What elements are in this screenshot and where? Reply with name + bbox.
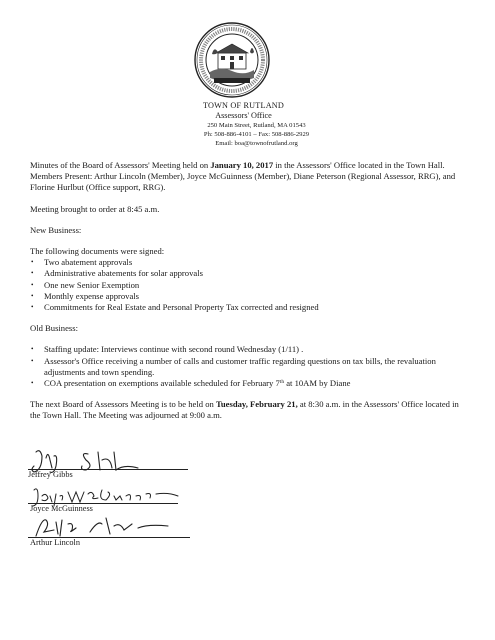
- town-name: TOWN OF RUTLAND: [202, 101, 285, 110]
- list-item: • Commitments for Real Estate and Personal Property Tax corrected and resigned: [31, 302, 319, 313]
- bullet-icon: •: [31, 269, 34, 278]
- list-item: • Two abatement approvals: [31, 257, 133, 268]
- old-business-list: [30, 344, 470, 389]
- bullet-icon: •: [31, 258, 34, 267]
- office-email: Email: boa@townofrutland.org: [215, 140, 298, 147]
- list-item: • Monthly expense approvals: [31, 290, 139, 301]
- office-name: Assessors' Office: [215, 111, 272, 120]
- office-phone-fax: Ph: 508-886-4101 – Fax: 508-886-2929: [203, 131, 310, 138]
- letterhead: [0, 101, 495, 148]
- signed-documents-lead: The following documents were signed:: [30, 246, 165, 257]
- list-item: • Assessor's Office receiving a number of calls and customer traffic regarding questions on tax bills, the revaluation adjustments and town spending.: [31, 355, 436, 377]
- signer-name-gibbs: Jeffrey Gibbs: [28, 470, 73, 479]
- new-business-list: [30, 257, 470, 313]
- bullet-icon: •: [31, 379, 34, 388]
- meeting-date: January 10, 2017: [210, 160, 274, 170]
- old-business-heading: Old Business:: [30, 323, 78, 334]
- signer-name-mcguinness: Joyce McGuinness: [30, 504, 93, 513]
- bullet-icon: •: [31, 291, 34, 300]
- minutes-body: [30, 160, 470, 422]
- bullet-icon: •: [31, 280, 34, 289]
- list-item: • One new Senior Exemption: [31, 279, 140, 290]
- intro-paragraph: Minutes of the Board of Assessors' Meeting held on January 10, 2017 in the Assessors' Office located in the Town Hall.: [30, 160, 445, 170]
- town-seal-logo: [194, 22, 270, 98]
- list-item: • Administrative abatements for solar approvals: [31, 268, 203, 279]
- next-meeting-paragraph: The next Board of Assessors Meeting is to be held on Tuesday, February 21, at 8:30 a.m. in the Assessors' Office located in the Town Hall. The Meeting was adjourned at 9:00 a.m.: [30, 399, 459, 421]
- list-item: • COA presentation on exemptions available scheduled for February 7th at 10AM by Diane: [31, 378, 351, 389]
- members-present: Members Present: Arthur Lincoln (Member), Joyce McGuinness (Member), Diane Peterson (Regional Assessor, RRG), and Florine Hurlbut (Office support, RRG).: [30, 171, 456, 193]
- new-business-heading: New Business:: [30, 224, 82, 235]
- bullet-icon: •: [31, 303, 34, 312]
- next-meeting-date: Tuesday, February 21,: [215, 399, 298, 410]
- bullet-icon: •: [31, 345, 34, 354]
- signer-name-lincoln: Arthur Lincoln: [30, 538, 81, 547]
- list-item: • Staffing update: Interviews continue with second round Wednesday (1/11) .: [31, 344, 304, 355]
- office-address: 250 Main Street, Rutland, MA 01543: [207, 122, 306, 129]
- call-to-order: Meeting brought to order at 8:45 a.m.: [30, 203, 160, 214]
- bullet-icon: •: [31, 356, 34, 365]
